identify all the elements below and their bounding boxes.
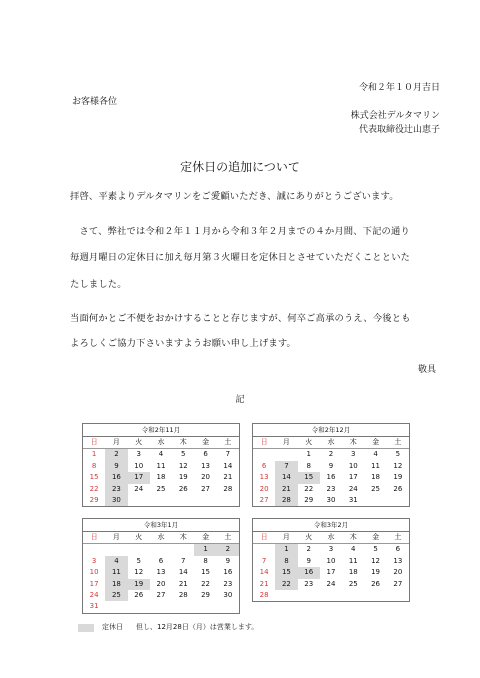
holiday-legend-label: 定休日 <box>102 623 123 631</box>
calendar-day: 30 <box>105 495 127 506</box>
calendar-day: 5 <box>373 545 378 554</box>
calendar-empty-cell <box>253 449 275 460</box>
calendar-day: 31 <box>89 602 99 611</box>
calendar-day: 21 <box>259 579 269 588</box>
calendar-2020-11 <box>82 423 240 507</box>
calendar-2021-01 <box>82 518 240 614</box>
weekday-label: 土 <box>217 532 239 544</box>
calendar-day: 20 <box>156 579 166 588</box>
calendar-day: 20 <box>393 568 403 577</box>
calendar-day: 29 <box>201 590 211 599</box>
weekday-header <box>253 437 409 449</box>
calendar-day: 17 <box>326 568 336 577</box>
calendar-day: 13 <box>156 568 166 577</box>
calendar-2020-12 <box>252 423 410 507</box>
calendar-empty-cell <box>275 590 297 601</box>
calendar-day: 27 <box>259 495 269 504</box>
calendar-day: 5 <box>181 450 186 459</box>
calendar-day: 28 <box>275 495 297 506</box>
calendar-day: 9 <box>328 461 334 470</box>
body-line-3: 毎週月曜日の定休日に加え毎月第３火曜日を定休日とさせていただくことといた <box>70 252 411 263</box>
calendar-day: 22 <box>275 579 297 590</box>
calendar-day: 15 <box>201 568 211 577</box>
recipient-text: お客様各位 <box>72 97 118 107</box>
weekday-label: 土 <box>217 437 239 449</box>
weekday-header <box>83 437 239 449</box>
calendar-day: 24 <box>348 484 358 493</box>
calendar-empty-cell <box>172 544 194 555</box>
weekday-label: 木 <box>342 437 364 449</box>
calendar-day: 12 <box>371 556 381 565</box>
calendar-day: 22 <box>201 579 211 588</box>
weekday-label: 金 <box>364 437 386 449</box>
calendar-day: 13 <box>259 473 269 482</box>
weekday-label: 火 <box>298 532 320 544</box>
holiday-legend-note: 但し、12月28日（月）は営業します。 <box>136 623 259 631</box>
weekday-label: 木 <box>342 532 364 544</box>
calendar-day: 20 <box>259 484 269 493</box>
calendar-empty-cell <box>320 590 342 601</box>
calendar-day: 6 <box>203 450 208 459</box>
calendar-day: 4 <box>105 556 127 567</box>
representative-name: 代表取締役辻山恵子 <box>358 125 440 135</box>
calendar-day: 15 <box>298 472 320 483</box>
calendar-day: 12 <box>134 568 144 577</box>
calendar-day: 10 <box>134 461 144 470</box>
calendar-empty-cell <box>128 601 150 612</box>
calendar-day: 13 <box>201 461 211 470</box>
calendar-day: 1 <box>91 450 97 459</box>
calendar-empty-cell <box>194 601 216 612</box>
calendar-day: 18 <box>348 568 358 577</box>
weekday-label: 日 <box>253 437 275 449</box>
calendar-day: 9 <box>306 556 311 565</box>
calendar-day: 28 <box>259 590 269 599</box>
calendar-day: 30 <box>326 495 336 504</box>
calendar-day: 4 <box>373 450 378 459</box>
calendar-day: 23 <box>105 484 127 495</box>
calendar-day: 1 <box>306 450 311 459</box>
calendar-day: 3 <box>328 545 334 554</box>
calendar-empty-cell <box>172 601 194 612</box>
calendar-empty-cell <box>150 601 172 612</box>
calendar-title: 令和3年2月 <box>253 519 409 532</box>
calendar-day: 6 <box>261 461 267 470</box>
calendar-empty-cell <box>387 495 409 506</box>
calendar-day: 2 <box>306 545 311 554</box>
calendar-day: 11 <box>105 567 127 578</box>
calendar-day: 21 <box>178 579 188 588</box>
calendar-day: 7 <box>275 461 297 472</box>
weekday-label: 日 <box>83 532 105 544</box>
calendar-day: 5 <box>395 450 401 459</box>
calendar-day: 12 <box>178 461 188 470</box>
calendar-title: 令和2年12月 <box>253 424 409 437</box>
weekday-label: 日 <box>253 532 275 544</box>
calendar-empty-cell <box>83 544 105 555</box>
calendar-day: 9 <box>225 556 231 565</box>
calendar-day: 24 <box>326 579 336 588</box>
calendar-day: 3 <box>91 556 97 565</box>
calendar-day: 11 <box>348 556 358 565</box>
calendar-day: 18 <box>156 473 166 482</box>
calendar-empty-cell <box>217 495 239 506</box>
calendar-day: 8 <box>203 556 208 565</box>
calendar-empty-cell <box>387 590 409 601</box>
calendar-day: 4 <box>351 545 356 554</box>
calendar-day: 21 <box>223 473 233 482</box>
body-line-5: 当面何かとご不便をおかけすることと存じますが、何卒ご高承のうえ、今後とも <box>70 313 411 324</box>
weekday-header <box>83 532 239 544</box>
calendar-empty-cell <box>298 590 320 601</box>
calendar-day: 16 <box>298 567 320 578</box>
calendar-day: 10 <box>348 461 358 470</box>
calendar-days <box>83 449 239 506</box>
weekday-label: 月 <box>105 437 127 449</box>
weekday-label: 木 <box>172 532 194 544</box>
calendar-day: 25 <box>348 579 358 588</box>
calendar-day: 2 <box>328 450 334 459</box>
calendar-day: 20 <box>201 473 211 482</box>
calendar-day: 11 <box>371 461 381 470</box>
calendar-day: 29 <box>304 495 314 504</box>
calendar-day: 14 <box>178 568 188 577</box>
weekday-label: 金 <box>194 437 216 449</box>
body-line-6: よろしくご協力下さいますようお願い申し上げます。 <box>70 338 296 349</box>
weekday-label: 火 <box>298 437 320 449</box>
calendar-day: 17 <box>348 473 358 482</box>
calendar-day: 16 <box>223 568 233 577</box>
ki-heading: 記 <box>235 395 245 405</box>
weekday-label: 土 <box>387 532 409 544</box>
calendar-day: 19 <box>178 473 188 482</box>
calendar-day: 23 <box>326 484 336 493</box>
weekday-label: 月 <box>275 437 297 449</box>
calendar-day: 26 <box>178 484 188 493</box>
calendar-day: 15 <box>89 473 99 482</box>
weekday-label: 月 <box>105 532 127 544</box>
calendar-day: 14 <box>275 472 297 483</box>
calendar-day: 2 <box>217 544 239 555</box>
calendar-day: 26 <box>393 484 403 493</box>
weekday-label: 水 <box>150 532 172 544</box>
calendar-day: 19 <box>371 568 381 577</box>
calendar-day: 31 <box>348 495 358 504</box>
calendar-day: 19 <box>128 579 150 590</box>
calendar-day: 11 <box>156 461 166 470</box>
calendar-empty-cell <box>150 495 172 506</box>
calendar-day: 6 <box>158 556 164 565</box>
calendar-title: 令和2年11月 <box>83 424 239 437</box>
holiday-legend-swatch <box>78 624 94 632</box>
calendar-day: 7 <box>181 556 186 565</box>
document-title: 定休日の追加について <box>180 160 300 174</box>
calendar-day: 6 <box>395 545 401 554</box>
calendar-empty-cell <box>128 544 150 555</box>
calendar-empty-cell <box>217 601 239 612</box>
calendar-day: 24 <box>134 484 144 493</box>
calendar-days <box>83 544 239 612</box>
calendar-day: 7 <box>261 556 267 565</box>
calendar-day: 9 <box>105 461 127 472</box>
calendar-day: 18 <box>105 579 127 590</box>
calendar-day: 21 <box>275 484 297 495</box>
calendar-day: 13 <box>393 556 403 565</box>
calendar-days <box>253 544 409 601</box>
weekday-label: 火 <box>128 437 150 449</box>
calendar-day: 8 <box>306 461 311 470</box>
weekday-label: 土 <box>387 437 409 449</box>
calendar-empty-cell <box>364 495 386 506</box>
calendar-empty-cell <box>128 495 150 506</box>
calendar-day: 27 <box>201 484 211 493</box>
calendar-day: 12 <box>393 461 403 470</box>
calendar-day: 19 <box>393 473 403 482</box>
calendar-empty-cell <box>364 590 386 601</box>
calendar-empty-cell <box>150 544 172 555</box>
calendar-day: 27 <box>156 590 166 599</box>
calendar-day: 22 <box>89 484 99 493</box>
calendar-empty-cell <box>342 590 364 601</box>
calendar-day: 5 <box>136 556 141 565</box>
calendar-day: 23 <box>223 579 233 588</box>
weekday-label: 月 <box>275 532 297 544</box>
weekday-label: 水 <box>320 437 342 449</box>
calendar-day: 7 <box>225 450 231 459</box>
calendar-day: 25 <box>371 484 381 493</box>
weekday-label: 金 <box>364 532 386 544</box>
calendar-empty-cell <box>194 495 216 506</box>
body-line-1: 拝啓、平素よりデルタマリンをご愛顧いただき、誠にありがとうございます。 <box>70 191 399 202</box>
calendar-days <box>253 449 409 506</box>
calendar-day: 25 <box>156 484 166 493</box>
calendar-day: 1 <box>275 544 297 555</box>
calendar-day: 4 <box>158 450 164 459</box>
calendar-day: 14 <box>259 568 269 577</box>
calendar-empty-cell <box>105 544 127 555</box>
calendar-day: 16 <box>326 473 336 482</box>
closing-text: 敬具 <box>417 365 436 375</box>
weekday-label: 火 <box>128 532 150 544</box>
calendar-day: 27 <box>393 579 403 588</box>
calendar-empty-cell <box>172 495 194 506</box>
weekday-label: 水 <box>150 437 172 449</box>
calendar-day: 22 <box>304 484 314 493</box>
calendar-day: 8 <box>91 461 97 470</box>
calendar-title: 令和3年1月 <box>83 519 239 532</box>
calendar-day: 1 <box>194 544 216 555</box>
calendar-day: 28 <box>223 484 233 493</box>
calendar-day: 10 <box>89 568 99 577</box>
weekday-label: 日 <box>83 437 105 449</box>
calendar-day: 3 <box>351 450 356 459</box>
calendar-day: 25 <box>105 590 127 601</box>
date-text: 令和２年１０月吉日 <box>358 83 440 93</box>
calendar-empty-cell <box>275 449 297 460</box>
calendar-day: 15 <box>275 567 297 578</box>
calendar-day: 2 <box>105 449 127 460</box>
calendar-day: 17 <box>128 472 150 483</box>
calendar-day: 14 <box>223 461 233 470</box>
calendar-empty-cell <box>253 544 275 555</box>
calendar-day: 8 <box>275 556 297 567</box>
calendar-day: 29 <box>89 495 99 504</box>
weekday-label: 木 <box>172 437 194 449</box>
calendar-day: 26 <box>371 579 381 588</box>
weekday-label: 水 <box>320 532 342 544</box>
calendar-2021-02 <box>252 518 410 602</box>
calendar-day: 26 <box>134 590 144 599</box>
body-line-4: たしました。 <box>70 279 127 290</box>
company-name: 株式会社デルタマリン <box>350 111 440 121</box>
calendar-day: 17 <box>89 579 99 588</box>
calendar-day: 30 <box>223 590 233 599</box>
calendar-day: 23 <box>304 579 314 588</box>
calendar-day: 28 <box>178 590 188 599</box>
calendar-day: 24 <box>89 590 99 599</box>
weekday-label: 金 <box>194 532 216 544</box>
calendar-day: 3 <box>136 450 141 459</box>
weekday-header <box>253 532 409 544</box>
calendar-day: 16 <box>105 472 127 483</box>
calendar-day: 10 <box>326 556 336 565</box>
body-line-2: さて、弊社では令和２年１１月から令和３年２月までの４か月間、下記の通り <box>70 226 410 237</box>
calendar-empty-cell <box>105 601 127 612</box>
calendar-day: 18 <box>371 473 381 482</box>
